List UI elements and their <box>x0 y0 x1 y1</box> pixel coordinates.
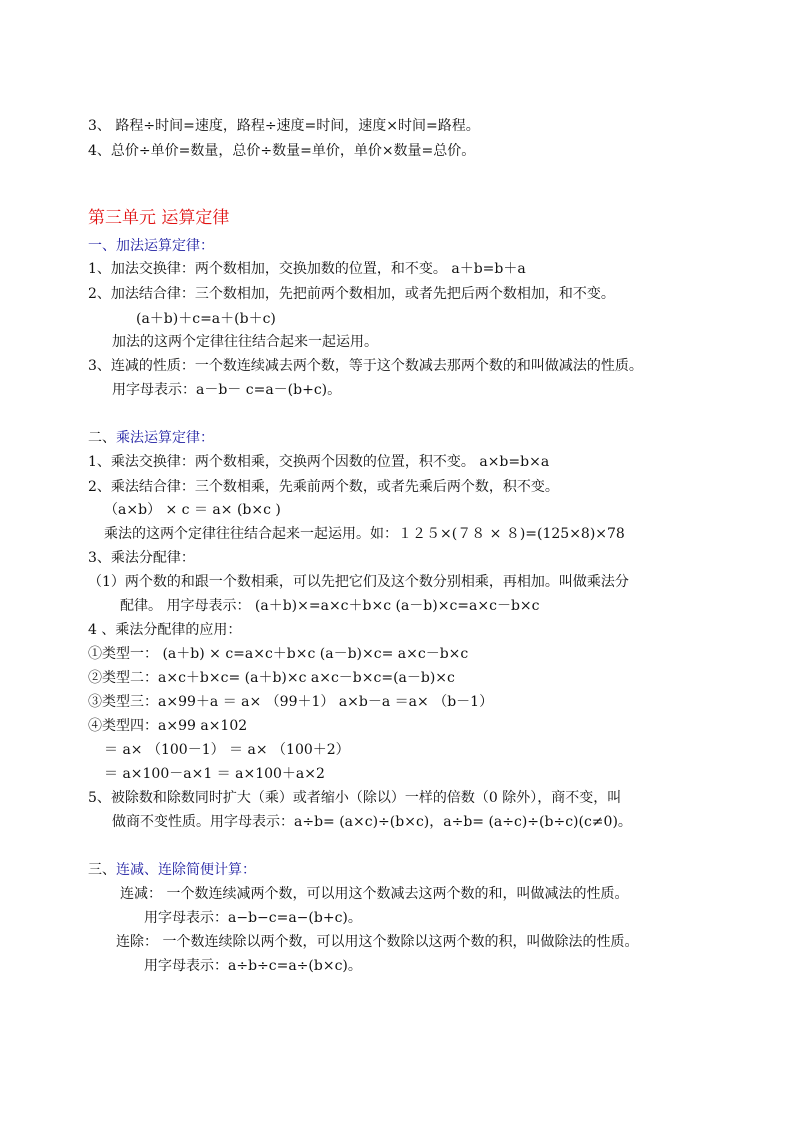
text-line: （1）两个数的和跟一个数相乘，可以先把它们及这个数分别相乘，再相加。叫做乘法分 <box>88 574 629 590</box>
formula-line: （a×b） × c ＝ a× (b×c ) <box>104 502 281 518</box>
text-line: 连除： 一个数连续除以两个数，可以用这个数除以这两个数的积，叫做除法的性质。 <box>116 934 639 950</box>
formula-line: ③类型三：a×99＋a ＝ a× （99＋1） a×b－a ＝a× （b－1） <box>88 694 494 710</box>
section-title: 连减、连除简便计算： <box>116 862 256 878</box>
formula-line: ＝ a× （100－1） ＝ a× （100＋2） <box>104 742 350 758</box>
text-line: 配律。 用字母表示： (a＋b)×=a×c＋b×c (a－b)×c=a×c－b×c <box>120 598 540 614</box>
section-heading <box>88 428 214 448</box>
section-prefix: 一、 <box>88 238 116 254</box>
text-line: 乘法的这两个定律往往结合起来一起运用。如：１２５×(７８ × ８)=(125×8)×78 <box>104 526 625 542</box>
text-line: 3、 路程÷时间=速度，路程÷速度=时间，速度×时间=路程。 <box>88 118 480 134</box>
section-title: 乘法运算定律： <box>116 430 214 446</box>
formula-line: ②类型二：a×c＋b×c= (a＋b)×c a×c－b×c=(a－b)×c <box>88 670 455 686</box>
formula-line: 用字母表示：a÷b÷c=a÷(b×c)。 <box>144 958 362 974</box>
section-heading <box>88 236 214 256</box>
section-prefix: 三、 <box>88 862 116 878</box>
text-line: 连减： 一个数连续减两个数，可以用这个数减去这两个数的和，叫做减法的性质。 <box>120 886 629 902</box>
formula-line: (a＋b)＋c=a＋(b＋c) <box>136 311 276 327</box>
text-line: 2、乘法结合律：三个数相乘，先乘前两个数，或者先乘后两个数，积不变。 <box>88 479 559 495</box>
text-line: 加法的这两个定律往往结合起来一起运用。 <box>112 334 378 350</box>
formula-line: ＝ a×100－a×1 ＝ a×100＋a×2 <box>104 766 325 782</box>
formula-line: 用字母表示：a−b−c=a−(b+c)。 <box>144 910 362 926</box>
text-line: 1、乘法交换律：两个数相乘，交换两个因数的位置，积不变。 a×b=b×a <box>88 454 550 470</box>
text-line: 1、加法交换律：两个数相加，交换加数的位置，和不变。 a＋b=b＋a <box>88 261 526 277</box>
formula-line: ①类型一： (a＋b) × c=a×c＋b×c (a－b)×c= a×c－b×c <box>88 646 469 662</box>
text-line: 3、乘法分配律： <box>88 550 195 566</box>
text-line: 2、加法结合律：三个数相加，先把前两个数相加，或者先把后两个数相加，和不变。 <box>88 286 615 302</box>
section-prefix: 二、 <box>88 430 116 446</box>
text-line: 做商不变性质。用字母表示：a÷b= (a×c)÷(b×c)，a÷b= (a÷c)÷(b÷c)(c≠0)。 <box>112 814 632 830</box>
formula-line: 用字母表示：a－b－ c=a－(b+c)。 <box>112 382 342 398</box>
text-line: 3、连减的性质：一个数连续减去两个数，等于这个数减去那两个数的和叫做减法的性质。 <box>88 358 643 374</box>
section-heading <box>88 860 256 880</box>
section-title: 加法运算定律： <box>116 238 214 254</box>
text-line: 4 、乘法分配律的应用： <box>88 622 242 638</box>
text-line: 5、被除数和除数同时扩大（乘）或者缩小（除以）一样的倍数（0 除外），商不变，叫 <box>88 790 622 806</box>
text-line: 4、总价÷单价=数量，总价÷数量=单价，单价×数量=总价。 <box>88 143 476 159</box>
formula-line: ④类型四：a×99 a×102 <box>88 718 248 734</box>
unit-title: 第三单元 运算定律 <box>88 208 230 228</box>
